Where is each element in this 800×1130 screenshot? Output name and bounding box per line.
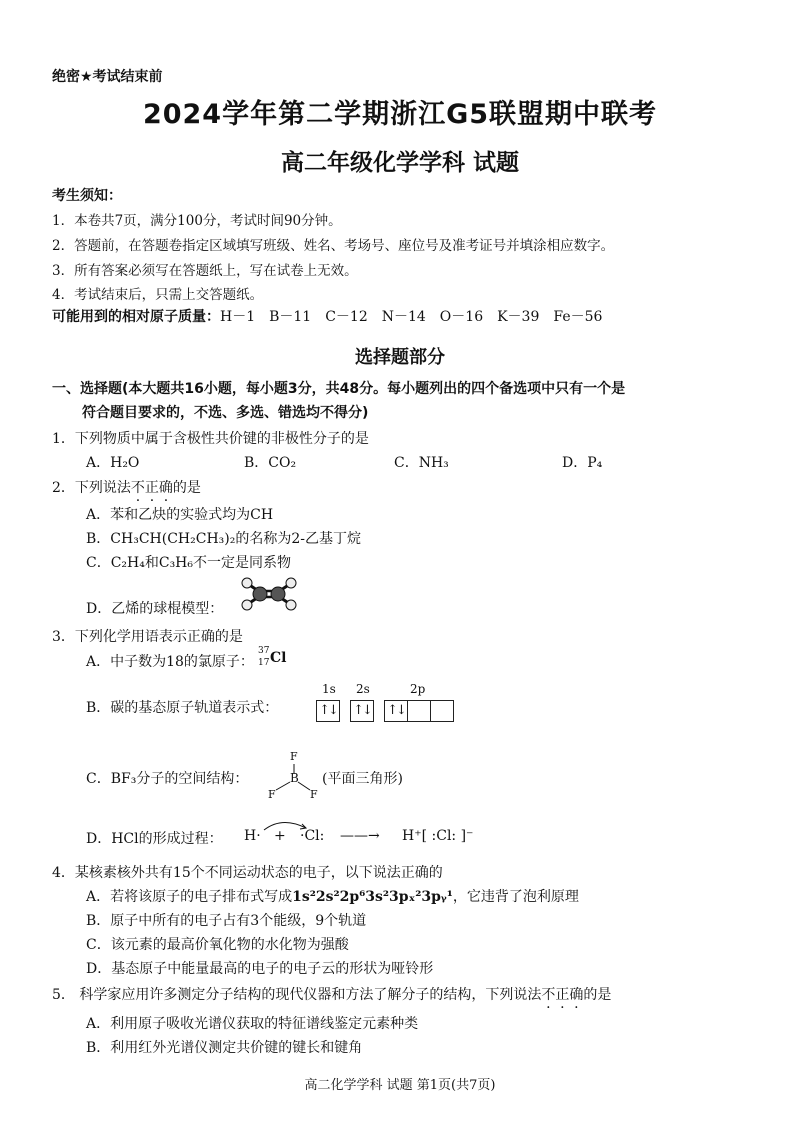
orbital-box-2p [407,700,431,722]
orbital-box-2p [430,700,454,722]
q4-electron-config: 1s²2s²2p⁶3s²3pₓ²3pᵧ¹ [292,889,453,905]
bf3-boron: B [290,771,299,785]
hcl-hydrogen: H· [244,828,261,844]
isotope-atomic-number: 17 [258,658,270,668]
orbital-box-2p: ↑↓ [384,700,408,722]
bf3-structure [262,750,322,802]
q1-stem: 1．下列物质中属于含极性共价键的非极性分子的是 [52,431,369,447]
q2-emph: 确 [158,480,173,496]
q5-emph: 正 [555,987,570,1003]
q4-option-a [86,886,579,906]
orbital-label-1s: 1s [322,682,336,696]
hcl-product: H⁺[ :Cl: ]⁻ [402,828,474,844]
q5-emph: 不 [541,987,556,1003]
hcl-arrow: ——→ [340,828,380,844]
q2-emph: 正 [144,480,159,496]
q4-option-c: C．该元素的最高价氧化物的水化物为强酸 [86,937,349,953]
carbon-orbital-diagram [316,682,456,726]
orbital-box-1s: ↑↓ [316,700,340,722]
q4-option-d: D．基态原子中能量最高的电子的电子云的形状为哑铃形 [86,961,434,977]
q2-option-a: A．苯和乙炔的实验式均为CH [86,507,274,523]
isotope-symbol: Cl [270,650,287,666]
q3-stem: 3．下列化学用语表示正确的是 [52,629,243,645]
q1-option-a: A．H₂O [86,455,140,471]
notice-item: 3．所有答案必须写在答题纸上，写在试卷上无效。 [52,263,358,279]
q4-stem: 4．某核素核外共有15个不同运动状态的电子，以下说法正确的 [52,865,443,881]
q3-option-b: B．碳的基态原子轨道表示式： [86,700,279,716]
q4-option-a-post: ，它违背了泡利原理 [452,889,579,905]
orbital-label-2p: 2p [410,682,426,696]
q1-option-b: B．CO₂ [244,455,297,471]
q4-option-b: B．原子中所有的电子占有3个能级，9个轨道 [86,913,367,929]
q2-stem-pre: 2．下列说法 [52,480,131,496]
q3-option-a-text: A．中子数为18的氯原子： [86,654,254,670]
q3-option-a [86,651,254,671]
notice-item: 1．本卷共7页，满分100分，考试时间90分钟。 [52,213,342,229]
part1-instruction: 一、选择题(本大题共16小题，每小题3分，共48分。每小题列出的四个备选项中只有一个是 [52,381,626,397]
secret-label: 绝密★考试结束前 [52,69,163,85]
q3-option-c-note: (平面三角形) [322,771,403,787]
notice-item: 4．考试结束后，只需上交答题纸。 [52,287,264,303]
notice-heading: 考生须知： [52,188,122,204]
q3-option-d: D．HCl的形成过程： [86,831,223,847]
q3-option-c: C．BF₃分子的空间结构： [86,771,249,787]
notice-item: 2．答题前，在答题卷指定区域填写班级、姓名、考场号、座位号及准考证号并填涂相应数字。 [52,238,615,254]
isotope-mass-number: 37 [258,646,270,656]
q5-option-b: B．利用红外光谱仪测定共价键的键长和键角 [86,1040,363,1056]
orbital-box-2s: ↑↓ [350,700,374,722]
bf3-fluorine: F [268,788,276,801]
q4-option-a-pre: A．若将该原子的电子排布式写成 [86,889,293,905]
q5-stem [52,984,611,1004]
q2-stem-post: 的是 [172,480,201,496]
bf3-fluorine: F [310,788,318,801]
q5-option-a: A．利用原子吸收光谱仪获取的特征谱线鉴定元素种类 [86,1016,419,1032]
q1-option-c: C．NH₃ [394,455,449,471]
bf3-fluorine: F [290,750,298,763]
q2-emph: 不 [130,480,145,496]
hcl-formation-diagram [244,816,494,856]
ethylene-ball-stick-model [238,576,300,612]
chlorine-isotope-symbol [256,646,296,672]
q5-emph: 确 [569,987,584,1003]
q2-stem [52,477,201,497]
page-footer: 高二化学学科 试题 第1页(共7页) [304,1078,496,1093]
atomic-mass-values: H－1 B－11 C－12 N－14 O－16 K－39 Fe－56 [220,309,603,325]
q2-option-d: D．乙烯的球棍模型： [86,601,224,617]
section-title: 选择题部分 [355,347,445,368]
q1-option-d: D．P₄ [562,455,603,471]
q5-stem-pre: 5． 科学家应用许多测定分子结构的现代仪器和方法了解分子的结构，下列说法 [52,987,542,1003]
exam-title: 2024学年第二学期浙江G5联盟期中联考 [142,99,658,130]
hcl-chlorine: ·Cl: [300,828,325,844]
q5-stem-post: 的是 [583,987,612,1003]
q2-option-c: C．C₂H₄和C₃H₆不一定是同系物 [86,555,292,571]
exam-subtitle: 高二年级化学学科 试题 [280,150,519,176]
atomic-mass-label: 可能用到的相对原子质量： [52,309,220,325]
orbital-label-2s: 2s [356,682,370,696]
atomic-mass-line [52,306,602,326]
hcl-plus: + [274,828,286,844]
q2-option-b: B．CH₃CH(CH₂CH₃)₂的名称为2-乙基丁烷 [86,531,361,547]
part1-instruction-cont: 符合题目要求的，不选、多选、错选均不得分) [82,405,369,421]
